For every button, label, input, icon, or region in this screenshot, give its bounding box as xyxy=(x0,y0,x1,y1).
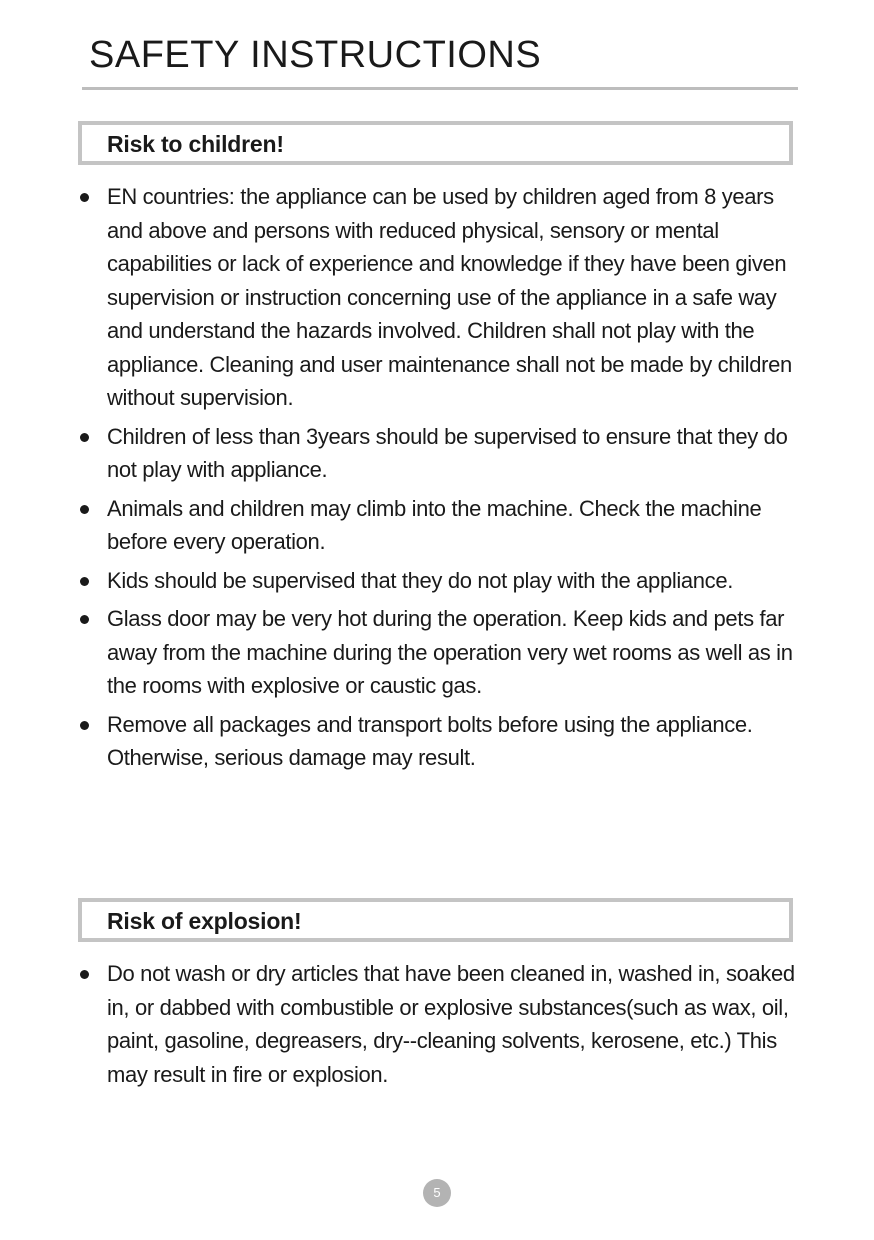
bullet-icon xyxy=(80,970,89,979)
bullet-icon xyxy=(80,721,89,730)
section-heading-box-explosion xyxy=(78,898,793,942)
list-item-text: Glass door may be very hot during the operation. Keep kids and pets far away from the machine during the operation very wet rooms as well as in the rooms with explosive or caustic gas. xyxy=(107,606,793,698)
list-item xyxy=(0,708,797,775)
list-item xyxy=(0,420,797,487)
list-item-text: Do not wash or dry articles that have been cleaned in, washed in, soaked in, or dabbed with combustible or explosive substances(such as wax, oil, paint, gasoline, degreasers, dry--cleaning solvents, kerosene, etc.) This may result in fire or explosion. xyxy=(107,961,795,1087)
bullet-icon xyxy=(80,615,89,624)
page-number-badge: 5 xyxy=(423,1179,451,1207)
title-divider xyxy=(82,87,798,90)
section-heading-children: Risk to children! xyxy=(107,131,284,157)
section-heading-box-children xyxy=(78,121,793,165)
list-item-text: Kids should be supervised that they do not play with the appliance. xyxy=(107,567,733,593)
bullet-icon xyxy=(80,193,89,202)
page-title: SAFETY INSTRUCTIONS xyxy=(89,34,542,76)
list-item xyxy=(0,957,797,1091)
bullet-icon xyxy=(80,505,89,514)
list-item-text: Animals and children may climb into the machine. Check the machine before every operation. xyxy=(107,495,762,554)
list-item xyxy=(0,564,797,598)
list-item-text: Remove all packages and transport bolts before using the appliance. Otherwise, serious damage may result. xyxy=(107,711,753,770)
bullet-list-explosion xyxy=(0,957,874,1096)
list-item-text: EN countries: the appliance can be used by children aged from 8 years and above and persons with reduced physical, sensory or mental capabilities or lack of experience and knowledge if they have been given supervision or instruction concerning use of the appliance in a safe way and understand the hazards involved. Children shall not play with the appliance. Cleaning and user maintenance shall not be made by children without supervision. xyxy=(107,184,792,410)
list-item-text: Children of less than 3years should be supervised to ensure that they do not play with appliance. xyxy=(107,423,788,482)
bullet-list-children xyxy=(0,180,874,780)
list-item xyxy=(0,492,797,559)
bullet-icon xyxy=(80,433,89,442)
section-heading-explosion: Risk of explosion! xyxy=(107,908,302,934)
bullet-icon xyxy=(80,577,89,586)
list-item xyxy=(0,180,797,415)
list-item xyxy=(0,602,797,703)
